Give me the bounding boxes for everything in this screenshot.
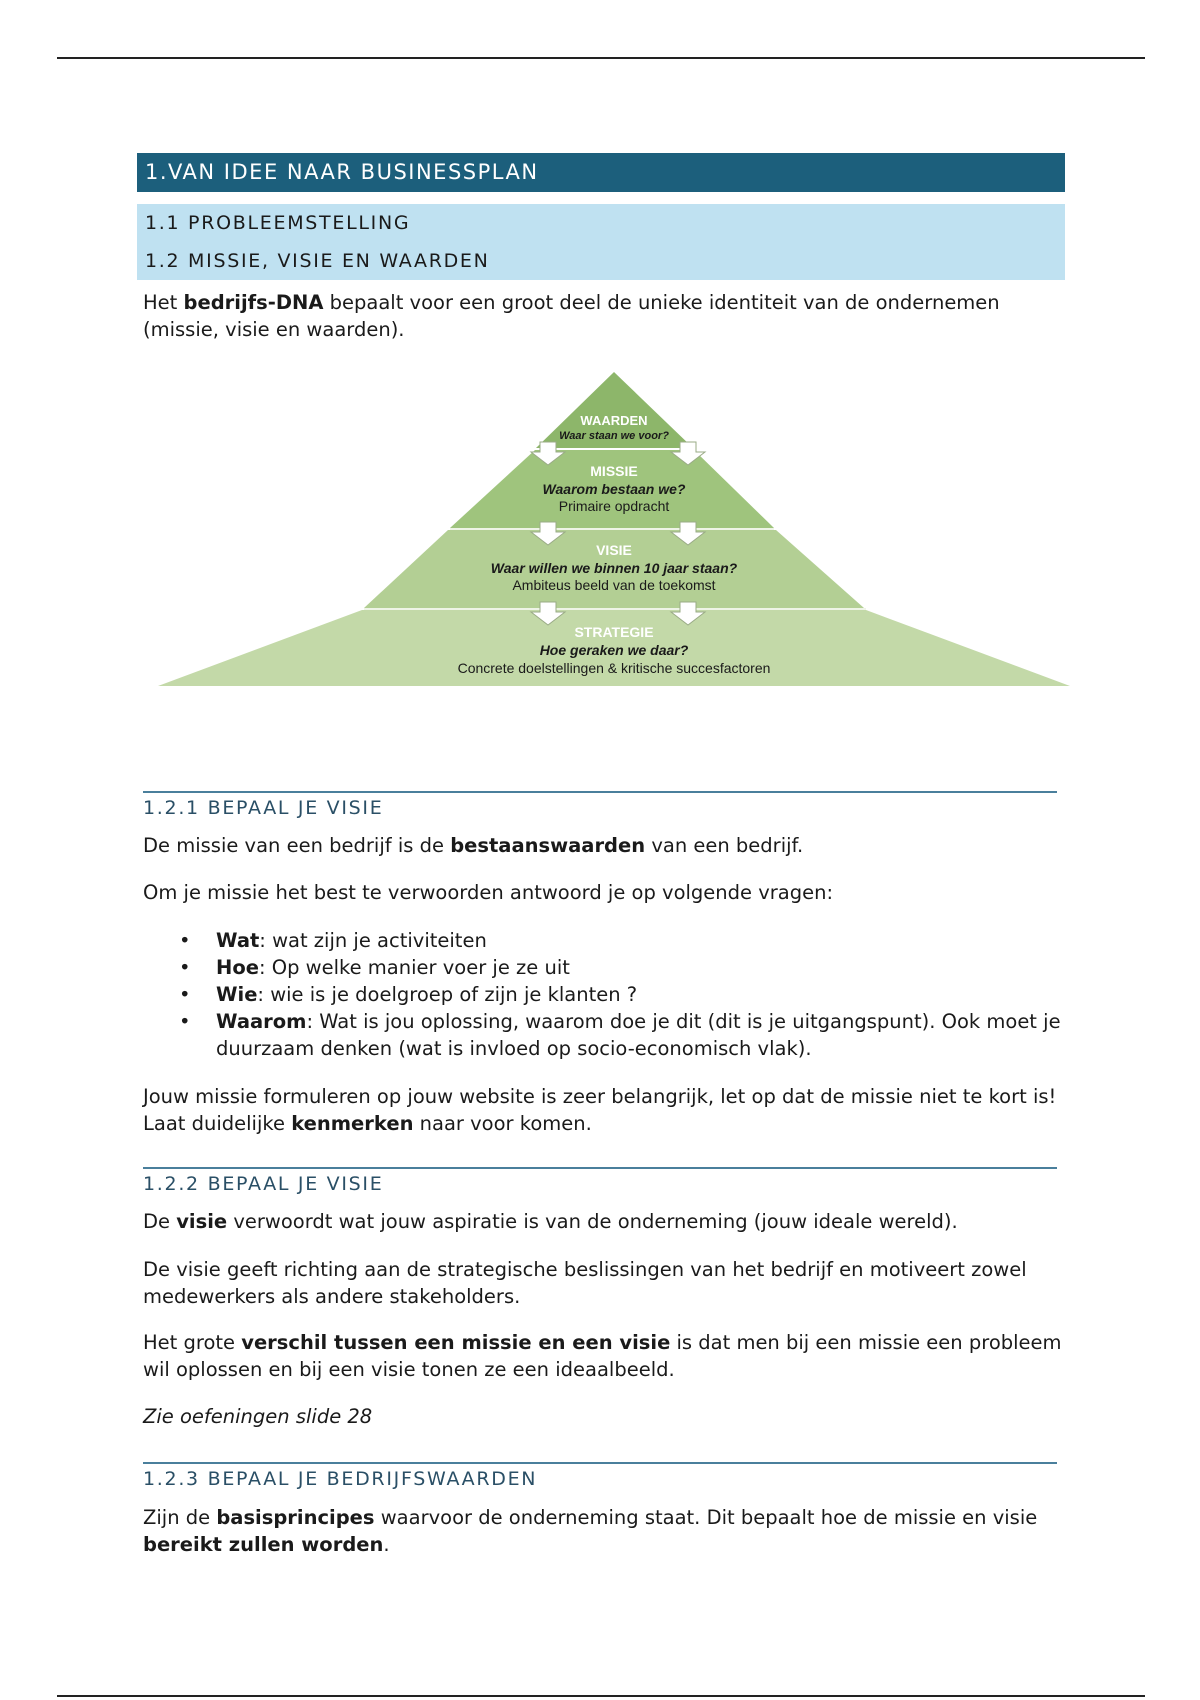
pyramid-title-visie: VISIE [596,542,632,558]
footer-rule [57,1695,1145,1697]
pyramid-question-waarden: Waar staan we voor? [559,430,669,442]
list-item: • Waarom: Wat is jou oplossing, waarom doe je dit (dit is je uitgangspunt). Ook moet je duurzaam denken (wat is invloed op socio-economisch vlak). [143,1008,1073,1062]
pyramid-question-missie: Waarom bestaan we? [542,481,686,497]
mission-website-paragraph: Jouw missie formuleren op jouw website is zeer belangrijk, let op dat de missie niet te kort is! Laat duidelijke kenmerken naar voor komen. [143,1085,1057,1135]
subsection-heading-1-2-3: 1.2.3 BEPAAL JE BEDRIJFSWAARDEN [143,1462,1057,1492]
pyramid-title-strategie: STRATEGIE [574,624,654,640]
list-item: • Hoe: Op welke manier voer je ze uit [143,954,1073,981]
mission-questions-list [143,927,1073,1062]
bedrijfs-dna-pyramid [150,368,1070,688]
mission-definition: De missie van een bedrijf is de bestaanswaarden van een bedrijf. [143,834,804,857]
intro-paragraph: Het bedrijfs-DNA bepaalt voor een groot deel de unieke identiteit van de ondernemen (missie, visie en waarden). [143,291,1000,341]
pyramid-desc-visie: Ambiteus beeld van de toekomst [512,577,716,593]
list-item: • Wat: wat zijn je activiteiten [143,927,1073,954]
mission-questions-intro: Om je missie het best te verwoorden antwoord je op volgende vragen: [143,881,834,904]
subsection-heading-1-2-1: 1.2.1 BEPAAL JE VISIE [143,791,1057,821]
exercise-reference: Zie oefeningen slide 28 [143,1405,373,1428]
pyramid-question-visie: Waar willen we binnen 10 jaar staan? [490,560,738,576]
list-item: • Wie: wie is je doelgroep of zijn je klanten ? [143,981,1073,1008]
pyramid-desc-missie: Primaire opdracht [558,498,670,514]
mission-vision-difference: Het grote verschil tussen een missie en een visie is dat men bij een missie een probleem wil oplossen en bij een visie tonen ze een ideaalbeeld. [143,1331,1062,1381]
vision-definition: De visie verwoordt wat jouw aspiratie is van de onderneming (jouw ideale wereld). [143,1210,958,1233]
subsection-heading-1-2-2: 1.2.2 BEPAAL JE VISIE [143,1167,1057,1197]
pyramid-question-strategie: Hoe geraken we daar? [539,642,689,658]
pyramid-title-missie: MISSIE [590,463,638,479]
values-definition: Zijn de basisprincipes waarvoor de onderneming staat. Dit bepaalt hoe de missie en visie bereikt zullen worden. [143,1506,1038,1556]
vision-direction-paragraph: De visie geeft richting aan de strategische beslissingen van het bedrijf en motiveert zowel medewerkers als andere stakeholders. [143,1258,1027,1308]
chapter-heading: 1.VAN IDEE NAAR BUSINESSPLAN [137,153,1065,192]
header-rule [57,57,1145,59]
section-heading-1-1: 1.1 PROBLEEMSTELLING [137,204,1065,242]
pyramid-title-waarden: WAARDEN [580,413,648,428]
section-heading-1-2: 1.2 MISSIE, VISIE EN WAARDEN [137,242,1065,280]
pyramid-desc-strategie: Concrete doelstellingen & kritische succesfactoren [457,660,771,676]
